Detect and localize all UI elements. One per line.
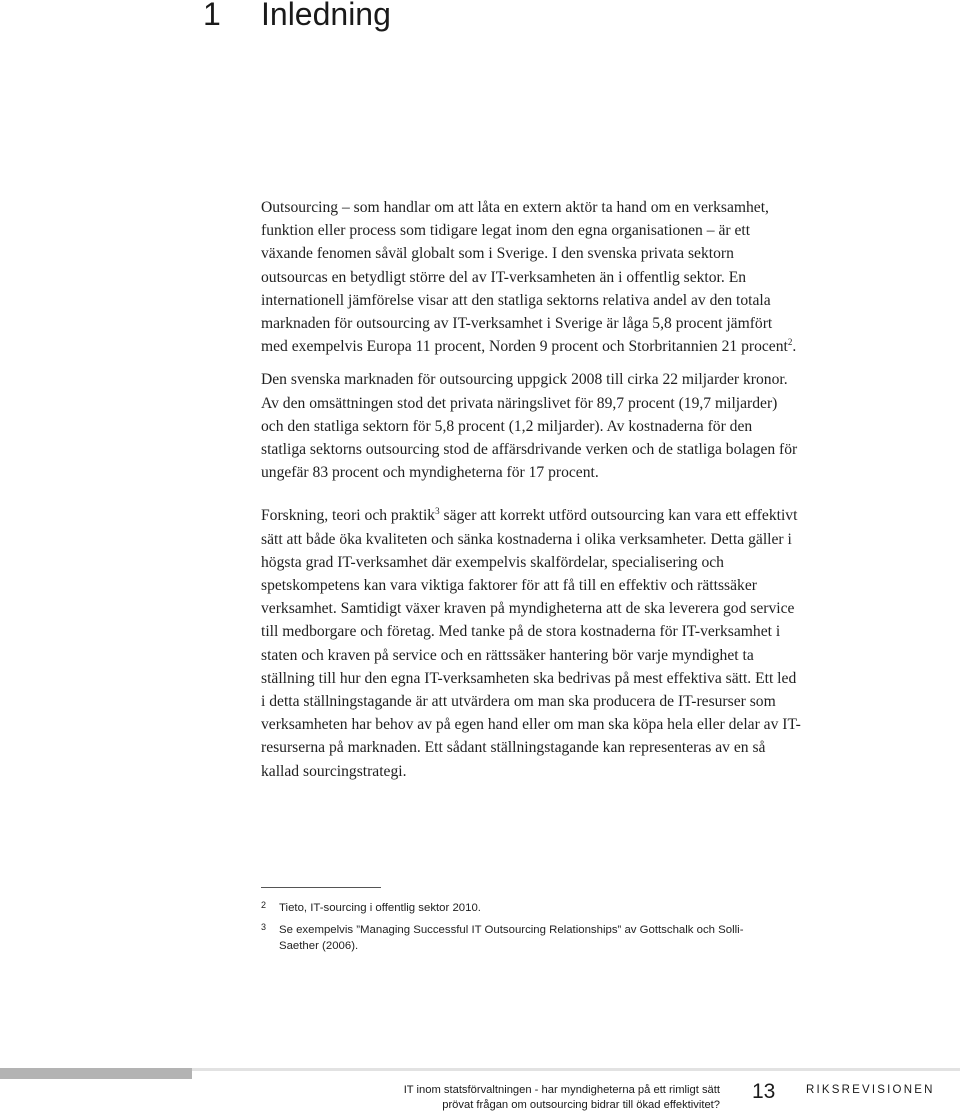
page-number: 13 — [752, 1080, 776, 1103]
paragraph-text: Forskning, teori och praktik — [261, 507, 436, 525]
chapter-number: 1 — [203, 0, 221, 32]
footnote — [261, 922, 781, 955]
paragraph-text: säger att korrekt utförd outsourcing kan vara ett effektivt sätt att både öka kvaliteten och sänka kostnaderna i olika verksamheter. Detta gäller i högsta grad IT-verksamhet där exempelvis skalfördelar, specialisering och spetskompetens kan vara viktiga faktorer för att få till en effektiv och rättssäker verksamhet. Samtidigt växer kraven på myndigheterna att de ska leverera god service till medborgare och företag. Med tanke på de stora kostnaderna för IT-verksamhet i staten och kraven på service och en rättssäker hantering bör varje myndighet ta ställning till hur den egna IT-verksamheten ska bedrivas på mest effektiva sätt. Ett led i detta ställningstagande är att utvärdera om man ska producera de IT-resurser som verksamheten har behov av på egen hand eller om man ska köpa hela eller delar av IT-resurserna på marknaden. Ett sådant ställningstagande kan representeras av en så kallad sourcingstrategi. — [261, 507, 801, 780]
body-text — [261, 196, 801, 783]
footer-caption-line: IT inom statsförvaltningen - har myndigheterna på ett rimligt sätt — [403, 1084, 720, 1096]
footnote-mark: 2 — [261, 900, 267, 910]
publisher-name: RIKSREVISIONEN — [806, 1084, 935, 1096]
footnote-divider — [261, 887, 381, 888]
footer-band-light — [192, 1068, 960, 1071]
footnote-reference: 3 — [435, 506, 440, 517]
footnote-mark: 3 — [261, 921, 267, 932]
chapter-title: Inledning — [261, 0, 391, 32]
paragraph-end: . — [792, 338, 797, 356]
footer-band-dark — [0, 1068, 192, 1079]
footnote-text: Tieto, IT-sourcing i offentlig sektor 2010. — [279, 902, 481, 914]
footer-band — [0, 1068, 960, 1080]
footnotes — [261, 900, 781, 960]
footnote-reference: 2 — [787, 337, 793, 348]
paragraph-sourcing-strategy — [261, 504, 801, 782]
paragraph-market-size: Den svenska marknaden för outsourcing uppgick 2008 till cirka 22 miljarder kronor. Av den omsättningen stod det privata näringslivet för 89,7 procent (19,7 miljarder) och den statliga sektorn för 5,8 procent (1,2 miljarder). Av kostnaderna för den statliga sektorns outsourcing stod de affärsdrivande verken och de statliga bolagen för ungefär 83 procent och myndigheterna för 17 procent. — [261, 371, 798, 482]
footer-caption — [380, 1083, 720, 1113]
footnote-text: Se exempelvis ”Managing Successful IT Outsourcing Relationships” av Gottschalk och Solli-Saether (2006). — [279, 923, 744, 952]
footnote — [261, 900, 781, 917]
paragraph-text: Outsourcing – som handlar om att låta en extern aktör ta hand om en verksamhet, funktion eller process som tidigare legat inom den egna organisationen – är ett växande fenomen såväl globalt som i Sverige. I den svenska privata sektorn outsourcas en betydligt större del av IT-verksamheten än i offentlig sektor. En internationell jämförelse visar att den statliga sektorns relativa andel av den totala marknaden för outsourcing av IT-verksamhet i Sverige är låga 5,8 procent jämfört med exempelvis Europa 11 procent, Norden 9 procent och Storbritannien 21 procent — [261, 199, 788, 356]
paragraph-outsourcing-intro — [261, 196, 801, 358]
footer-caption-line: prövat frågan om outsourcing bidrar till ökad effektivitet? — [442, 1099, 720, 1111]
